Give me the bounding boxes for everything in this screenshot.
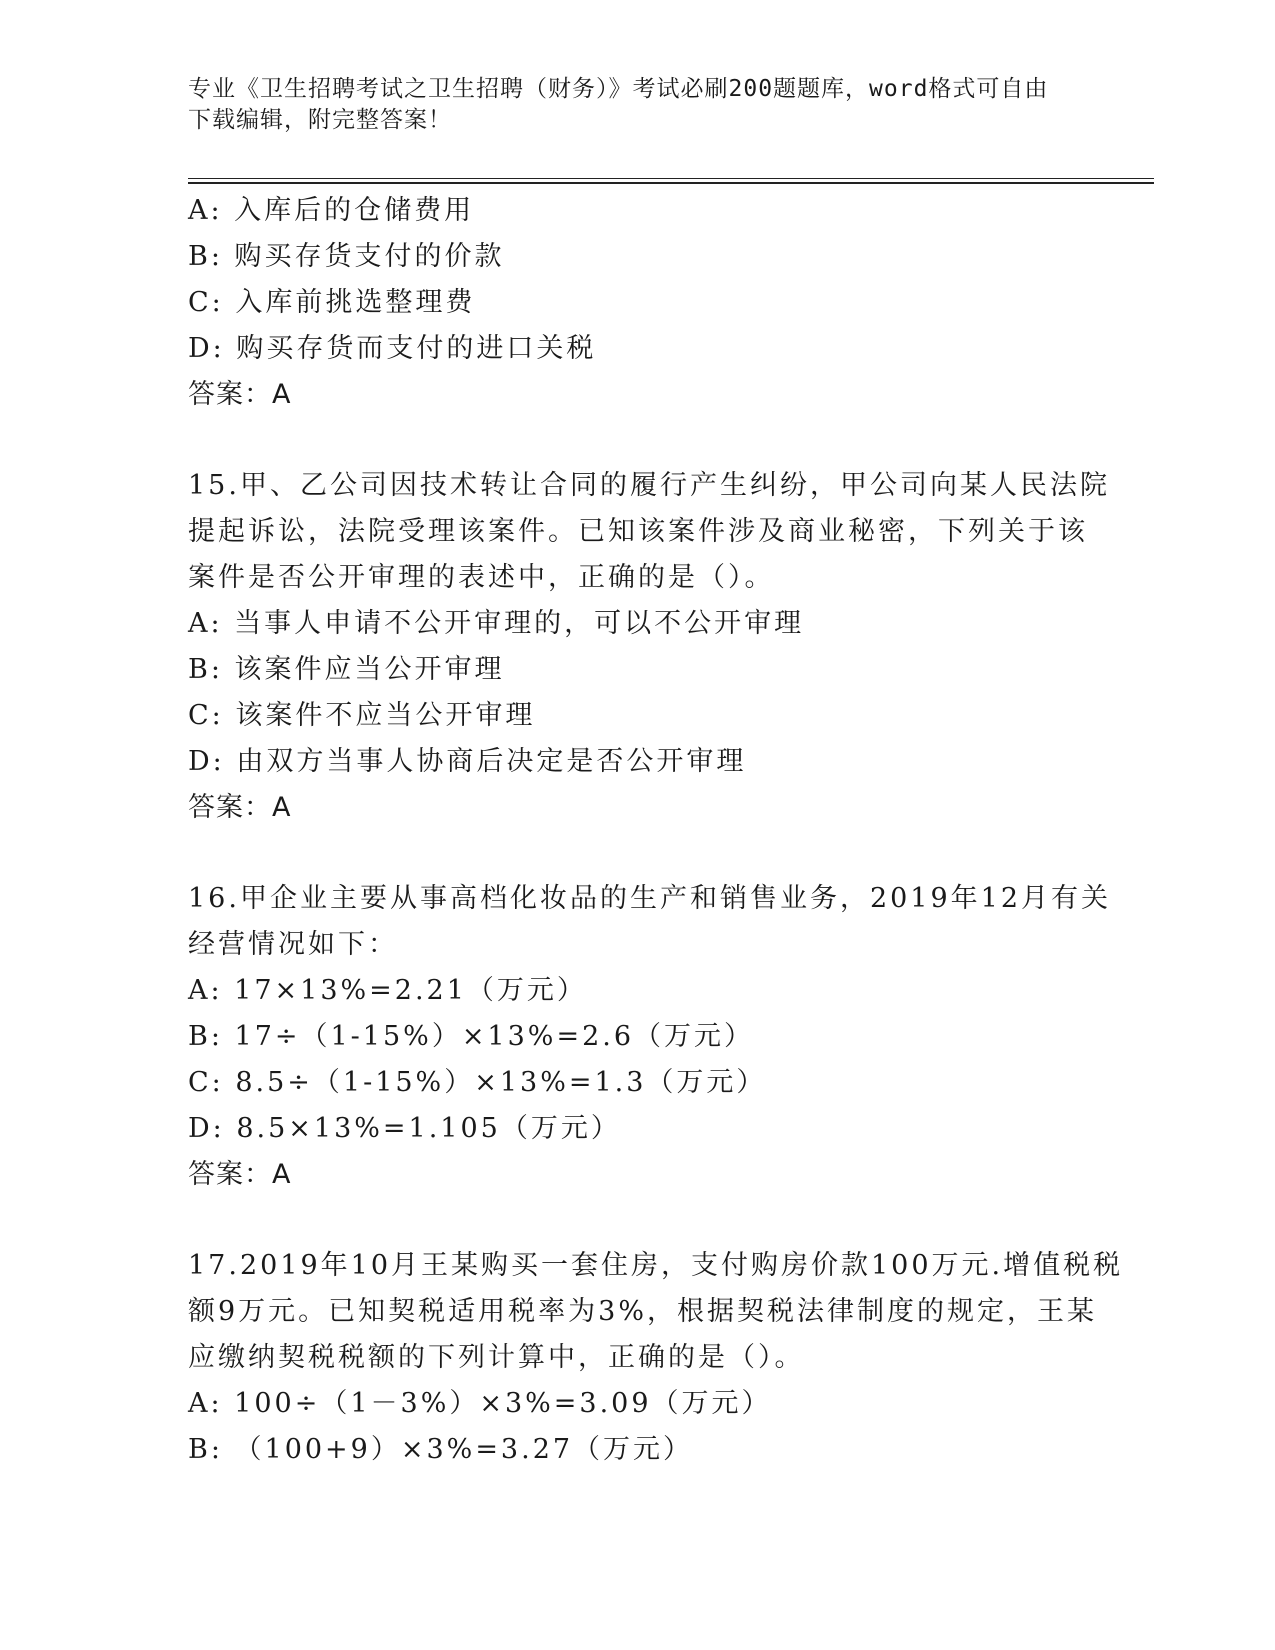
question-text-line: 应缴纳契税税额的下列计算中，正确的是（）。: [188, 1342, 805, 1373]
block-spacer: [188, 418, 1088, 463]
option-c: C: 该案件不应当公开审理: [188, 700, 536, 731]
option-c: C: 入库前挑选整理费: [188, 287, 476, 318]
option-a: A: 入库后的仓储费用: [188, 195, 475, 226]
option-a: A: 100÷（1－3%）×3%=3.09（万元）: [188, 1388, 772, 1419]
header-rule-thin: [188, 178, 1154, 179]
option-d: D: 8.5×13%=1.105（万元）: [188, 1113, 621, 1144]
option-c: C: 8.5÷（1-15%）×13%=1.3（万元）: [188, 1067, 767, 1098]
question-text-line: 17.2019年10月王某购买一套住房，支付购房价款100万元.增值税税: [188, 1250, 1124, 1281]
question-block-16: [188, 876, 1112, 1198]
document-body: [188, 188, 1124, 1473]
question-block-15: [188, 463, 1110, 831]
option-d: D: 由双方当事人协商后决定是否公开审理: [188, 746, 747, 777]
option-b: B: 17÷（1-15%）×13%=2.6（万元）: [188, 1021, 755, 1052]
answer-line: 答案：A: [188, 792, 292, 823]
header-title: 专业《卫生招聘考试之卫生招聘（财务）》考试必刷200题题库，word格式可自由下载编辑，附完整答案！: [188, 76, 1049, 133]
question-block-17: [188, 1243, 1124, 1473]
option-d: D: 购买存货而支付的进口关税: [188, 333, 597, 364]
question-text-line: 15.甲、乙公司因技术转让合同的履行产生纠纷，甲公司向某人民法院: [188, 470, 1110, 501]
option-b: B: 购买存货支付的价款: [188, 241, 505, 272]
question-text-line: 16.甲企业主要从事高档化妆品的生产和销售业务，2019年12月有关: [188, 883, 1112, 914]
question-text-line: 额9万元。已知契税适用税率为3%，根据契税法律制度的规定，王某: [188, 1296, 1098, 1327]
block-spacer: [188, 1198, 1088, 1243]
block-spacer: [188, 831, 1088, 876]
header-rule-thick: [188, 182, 1154, 184]
question-block-14: [188, 188, 1088, 418]
option-b: B: 该案件应当公开审理: [188, 654, 505, 685]
question-text-line: 经营情况如下：: [188, 929, 398, 960]
document-header: [188, 74, 1068, 136]
answer-line: 答案：A: [188, 1159, 292, 1190]
option-a: A: 当事人申请不公开审理的，可以不公开审理: [188, 608, 805, 639]
question-text-line: 提起诉讼，法院受理该案件。已知该案件涉及商业秘密，下列关于该: [188, 516, 1088, 547]
answer-line: 答案：A: [188, 379, 292, 410]
question-text-line: 案件是否公开审理的表述中，正确的是（）。: [188, 562, 775, 593]
option-b: B: （100+9）×3%=3.27（万元）: [188, 1434, 694, 1465]
option-a: A: 17×13%=2.21（万元）: [188, 975, 587, 1006]
